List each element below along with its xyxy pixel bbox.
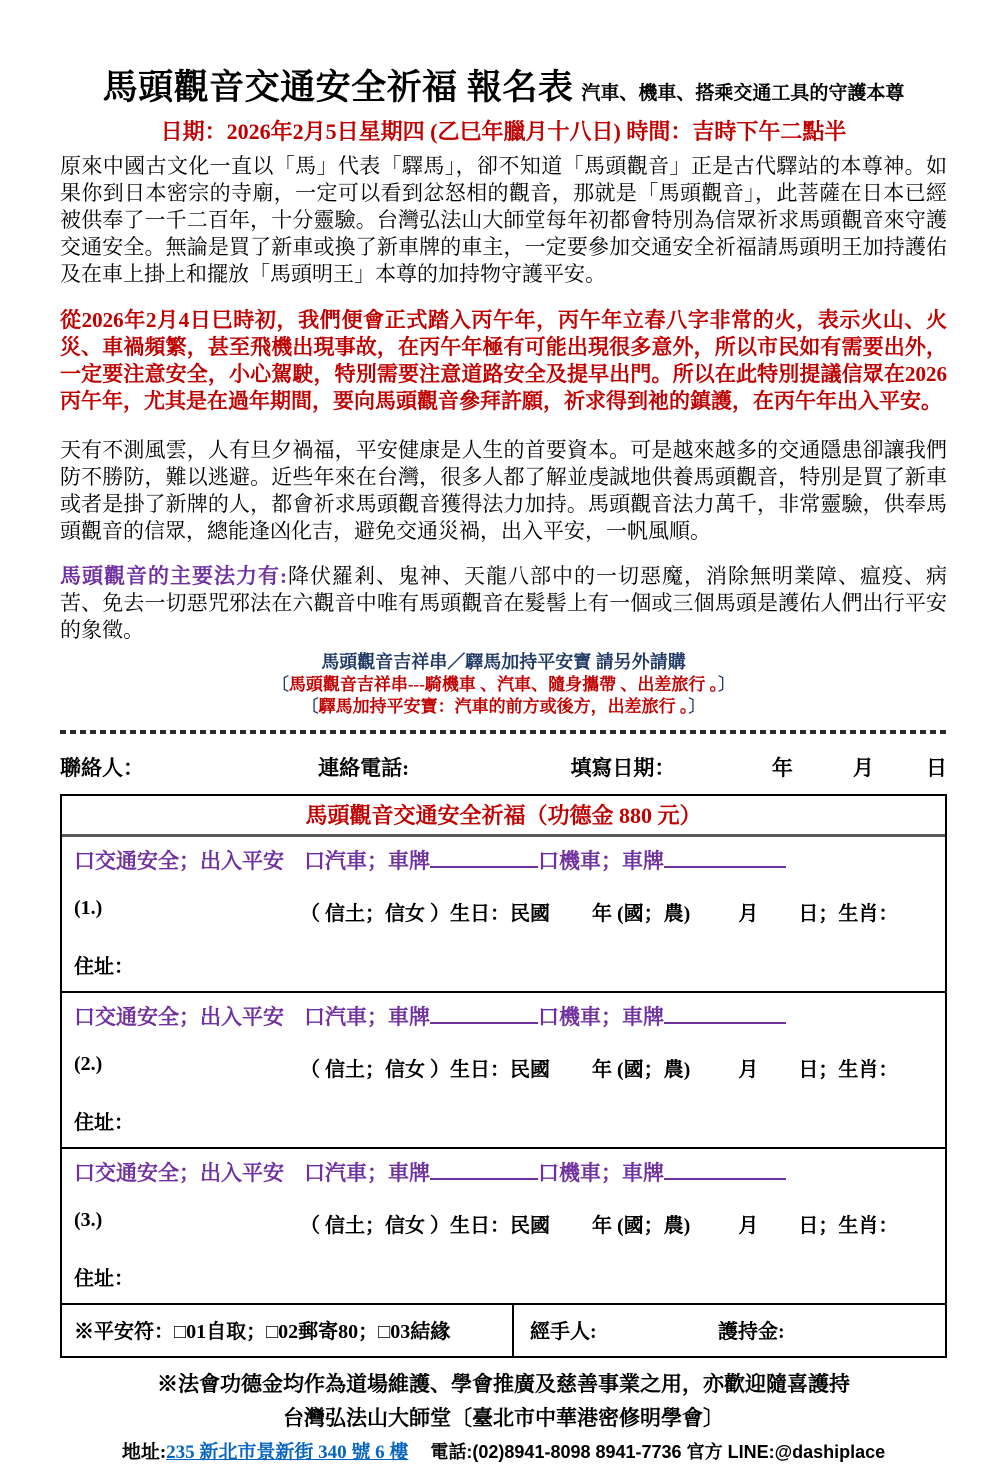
powers-label: 馬頭觀音的主要法力有: — [60, 564, 287, 588]
amulet-options: ※平安符：□01自取；□02郵寄80；□03結緣 — [62, 1305, 514, 1356]
car-plate-blank — [430, 1020, 538, 1024]
traffic-safety-checkbox: 口交通安全；出入平安 — [74, 1005, 284, 1029]
day-zodiac-label: 日；生肖： — [798, 903, 899, 925]
year-label: 年 — [771, 756, 793, 780]
entry-number: (1.) — [74, 897, 103, 919]
entry-3-person-line — [74, 1209, 933, 1238]
entry-3-checkbox-line — [74, 1157, 933, 1187]
entry-2-person-line — [74, 1053, 933, 1082]
organization-name: 台灣弘法山大師堂〔臺北市中華港密修明學會〕 — [283, 1406, 724, 1430]
blessing-paragraph: 天有不測風雲，人有旦夕禍福，平安健康是人生的首要資本。可是越來越多的交通隱患卻讓我們防不勝防，難以逃避。近些年來在台灣，很多人都了解並虔誠地供養馬頭觀音，特別是買了新車或者是掛了新牌的人，都會祈求馬頭觀音獲得法力加持。馬頭觀音法力萬千，非常靈驗，供奉馬頭觀音的信眾，總能逢凶化吉，避免交通災禍，出入平安，一帆風順。 — [60, 438, 947, 543]
close-bracket: 〕 — [718, 675, 736, 694]
car-plate-checkbox: 口汽車；車牌 — [304, 1161, 430, 1185]
believer-birth-label: （ 信土；信女 ）生日：民國 — [300, 1215, 550, 1237]
entry-3-address-label: 住址： — [74, 1268, 134, 1290]
traffic-safety-checkbox: 口交通安全；出入平安 — [74, 1161, 284, 1185]
month-blank — [690, 1209, 738, 1238]
phone-line: 電話:(02)8941-8098 8941-7736 官方 LINE:@dashiplace — [430, 1442, 886, 1462]
day-label: 日 — [926, 756, 947, 780]
entry-block-2 — [62, 993, 945, 1149]
year-calendar-label: 年 (國；農) — [592, 1059, 691, 1081]
contact-phone-label: 連絡電話: — [318, 756, 410, 780]
contact-person-label: 聯絡人： — [60, 756, 144, 780]
entry-block-1 — [62, 837, 945, 993]
month-label: 月 — [738, 1059, 759, 1081]
powers-paragraph — [60, 563, 947, 644]
traffic-safety-checkbox: 口交通安全；出入平安 — [74, 849, 284, 873]
moto-plate-checkbox: 口機車；車牌 — [538, 849, 664, 873]
powers-text: 降伏羅剎、鬼神、天龍八部中的一切惡魔，消除無明業障、瘟疫、病苦、免去一切惡咒邪法在六觀音中唯有馬頭觀音在髮髻上有一個或三個馬頭是護佑人們出行平安的象徵。 — [60, 564, 947, 642]
talisman-usage-text-2: 驛馬加持平安寶：汽車的前方或後方，出差旅行 。 — [318, 697, 689, 716]
merit-fund-note: ※法會功德金均作為道場維護、學會推廣及慈善事業之用，亦歡迎隨喜護持 — [157, 1372, 850, 1396]
talisman-usage-line-1 — [60, 674, 947, 696]
handler-cell — [514, 1305, 945, 1356]
footer-contact-line — [60, 1437, 947, 1464]
event-date-time: 日期：2026年2月5日星期四 (乙巳年臘月十八日) 時間：吉時下午二點半 — [160, 119, 847, 144]
entry-1-person-line — [74, 897, 933, 926]
address-link[interactable]: 235 新北市景新街 340 號 6 樓 — [166, 1442, 409, 1463]
close-bracket: 〕 — [688, 697, 706, 716]
day-blank — [758, 897, 798, 926]
year-calendar-label: 年 (國；農) — [592, 903, 691, 925]
address-label: 地址: — [121, 1442, 167, 1463]
car-plate-checkbox: 口汽車；車牌 — [304, 1005, 430, 1029]
moto-plate-blank — [664, 1020, 786, 1024]
month-label: 月 — [852, 756, 874, 780]
contact-info-row — [60, 752, 947, 782]
donation-label: 護持金: — [718, 1321, 785, 1343]
believer-birth-label: （ 信土；信女 ）生日：民國 — [300, 903, 550, 925]
entry-block-3 — [62, 1149, 945, 1305]
year-blank — [550, 1209, 592, 1238]
fire-year-warning-paragraph: 從2026年2月4日巳時初，我們便會正式踏入丙午年，丙午年立春八字非常的火，表示火山、火災、車禍頻繁，甚至飛機出現事故，在丙午年極有可能出現很多意外，所以市民如有需要出外，一定要注意安全，小心駕駛，特別需要注意道路安全及提早出門。所以在此特別提議信眾在2026丙午年，尤其是在過年期間，要向馬頭觀音參拜許願，祈求得到祂的鎮護，在丙午年出入平安。 — [60, 308, 947, 413]
table-header: 馬頭觀音交通安全祈福（功德金 880 元） — [62, 796, 945, 837]
entry-1-address-label: 住址： — [74, 956, 134, 978]
open-bracket: 〔 — [271, 675, 289, 694]
entry-1-checkbox-line — [74, 845, 933, 875]
month-blank — [690, 1053, 738, 1082]
open-bracket: 〔 — [301, 697, 319, 716]
day-blank — [758, 1209, 798, 1238]
believer-birth-label: （ 信土；信女 ）生日：民國 — [300, 1059, 550, 1081]
dashed-separator — [60, 730, 947, 734]
page-title-line — [60, 60, 947, 110]
entry-number: (2.) — [74, 1053, 103, 1075]
handler-label: 經手人: — [530, 1321, 597, 1343]
talisman-usage-text-1: 馬頭觀音吉祥串---騎機車 、汽車、隨身攜帶 、出差旅行 。 — [288, 675, 719, 694]
talisman-purchase-notice: 馬頭觀音吉祥串／驛馬加持平安寶 請另外請購 — [321, 652, 686, 672]
fill-date-label: 填寫日期： — [570, 756, 676, 780]
year-calendar-label: 年 (國；農) — [592, 1215, 691, 1237]
car-plate-blank — [430, 864, 538, 868]
year-blank — [550, 1053, 592, 1082]
intro-paragraph: 原來中國古文化一直以「馬」代表「驛馬」，卻不知道「馬頭觀音」正是古代驛站的本尊神。如果你到日本密宗的寺廟，一定可以看到忿怒相的觀音，那就是「馬頭觀音」，此菩薩在日本已經被供奉了一千二百年，十分靈驗。台灣弘法山大師堂每年初都會特別為信眾祈求馬頭觀音來守護交通安全。無論是買了新車或換了新車牌的車主，一定要參加交通安全祈福請馬頭明王加持護佑及在車上掛上和擺放「馬頭明王」本尊的加持物守護平安。 — [60, 154, 947, 286]
moto-plate-checkbox: 口機車；車牌 — [538, 1161, 664, 1185]
month-label: 月 — [738, 903, 759, 925]
page-subtitle: 汽車、機車、搭乘交通工具的守護本尊 — [581, 83, 905, 104]
entry-2-checkbox-line — [74, 1001, 933, 1031]
day-zodiac-label: 日；生肖： — [798, 1215, 899, 1237]
car-plate-checkbox: 口汽車；車牌 — [304, 849, 430, 873]
moto-plate-blank — [664, 1176, 786, 1180]
month-blank — [690, 897, 738, 926]
amulet-row — [62, 1305, 945, 1356]
talisman-usage-line-2 — [60, 696, 947, 718]
registration-table — [60, 794, 947, 1358]
car-plate-blank — [430, 1176, 538, 1180]
month-label: 月 — [738, 1215, 759, 1237]
entry-2-address-label: 住址： — [74, 1112, 134, 1134]
moto-plate-blank — [664, 864, 786, 868]
page-title: 馬頭觀音交通安全祈福 報名表 — [102, 68, 574, 107]
entry-number: (3.) — [74, 1209, 103, 1231]
year-blank — [550, 897, 592, 926]
day-zodiac-label: 日；生肖： — [798, 1059, 899, 1081]
moto-plate-checkbox: 口機車；車牌 — [538, 1005, 664, 1029]
day-blank — [758, 1053, 798, 1082]
